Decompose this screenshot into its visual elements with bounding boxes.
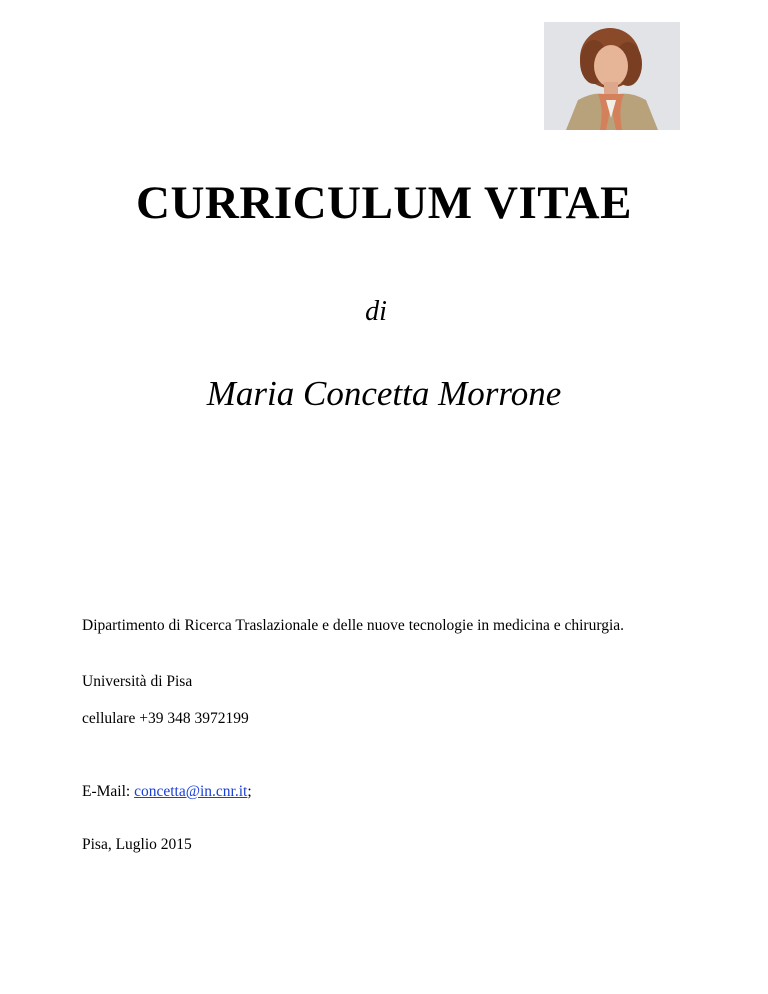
author-connector: di: [365, 296, 387, 327]
document-title: CURRICULUM VITAE: [136, 177, 632, 229]
email-suffix: ;: [247, 783, 252, 800]
department-text: Dipartimento di Ricerca Traslazionale e delle nuove tecnologie in medicina e chirurgia.: [82, 617, 625, 634]
place-date-text: Pisa, Luglio 2015: [82, 836, 192, 853]
email-link[interactable]: concetta@in.cnr.it: [134, 783, 248, 800]
university-text: Università di Pisa: [82, 673, 193, 690]
email-line: [82, 783, 252, 801]
author-name: Maria Concetta Morrone: [206, 374, 562, 413]
email-label: E-Mail:: [82, 783, 135, 800]
profile-photo: [544, 22, 680, 130]
portrait-image: [544, 22, 680, 130]
phone-text: cellulare +39 348 3972199: [82, 710, 249, 727]
